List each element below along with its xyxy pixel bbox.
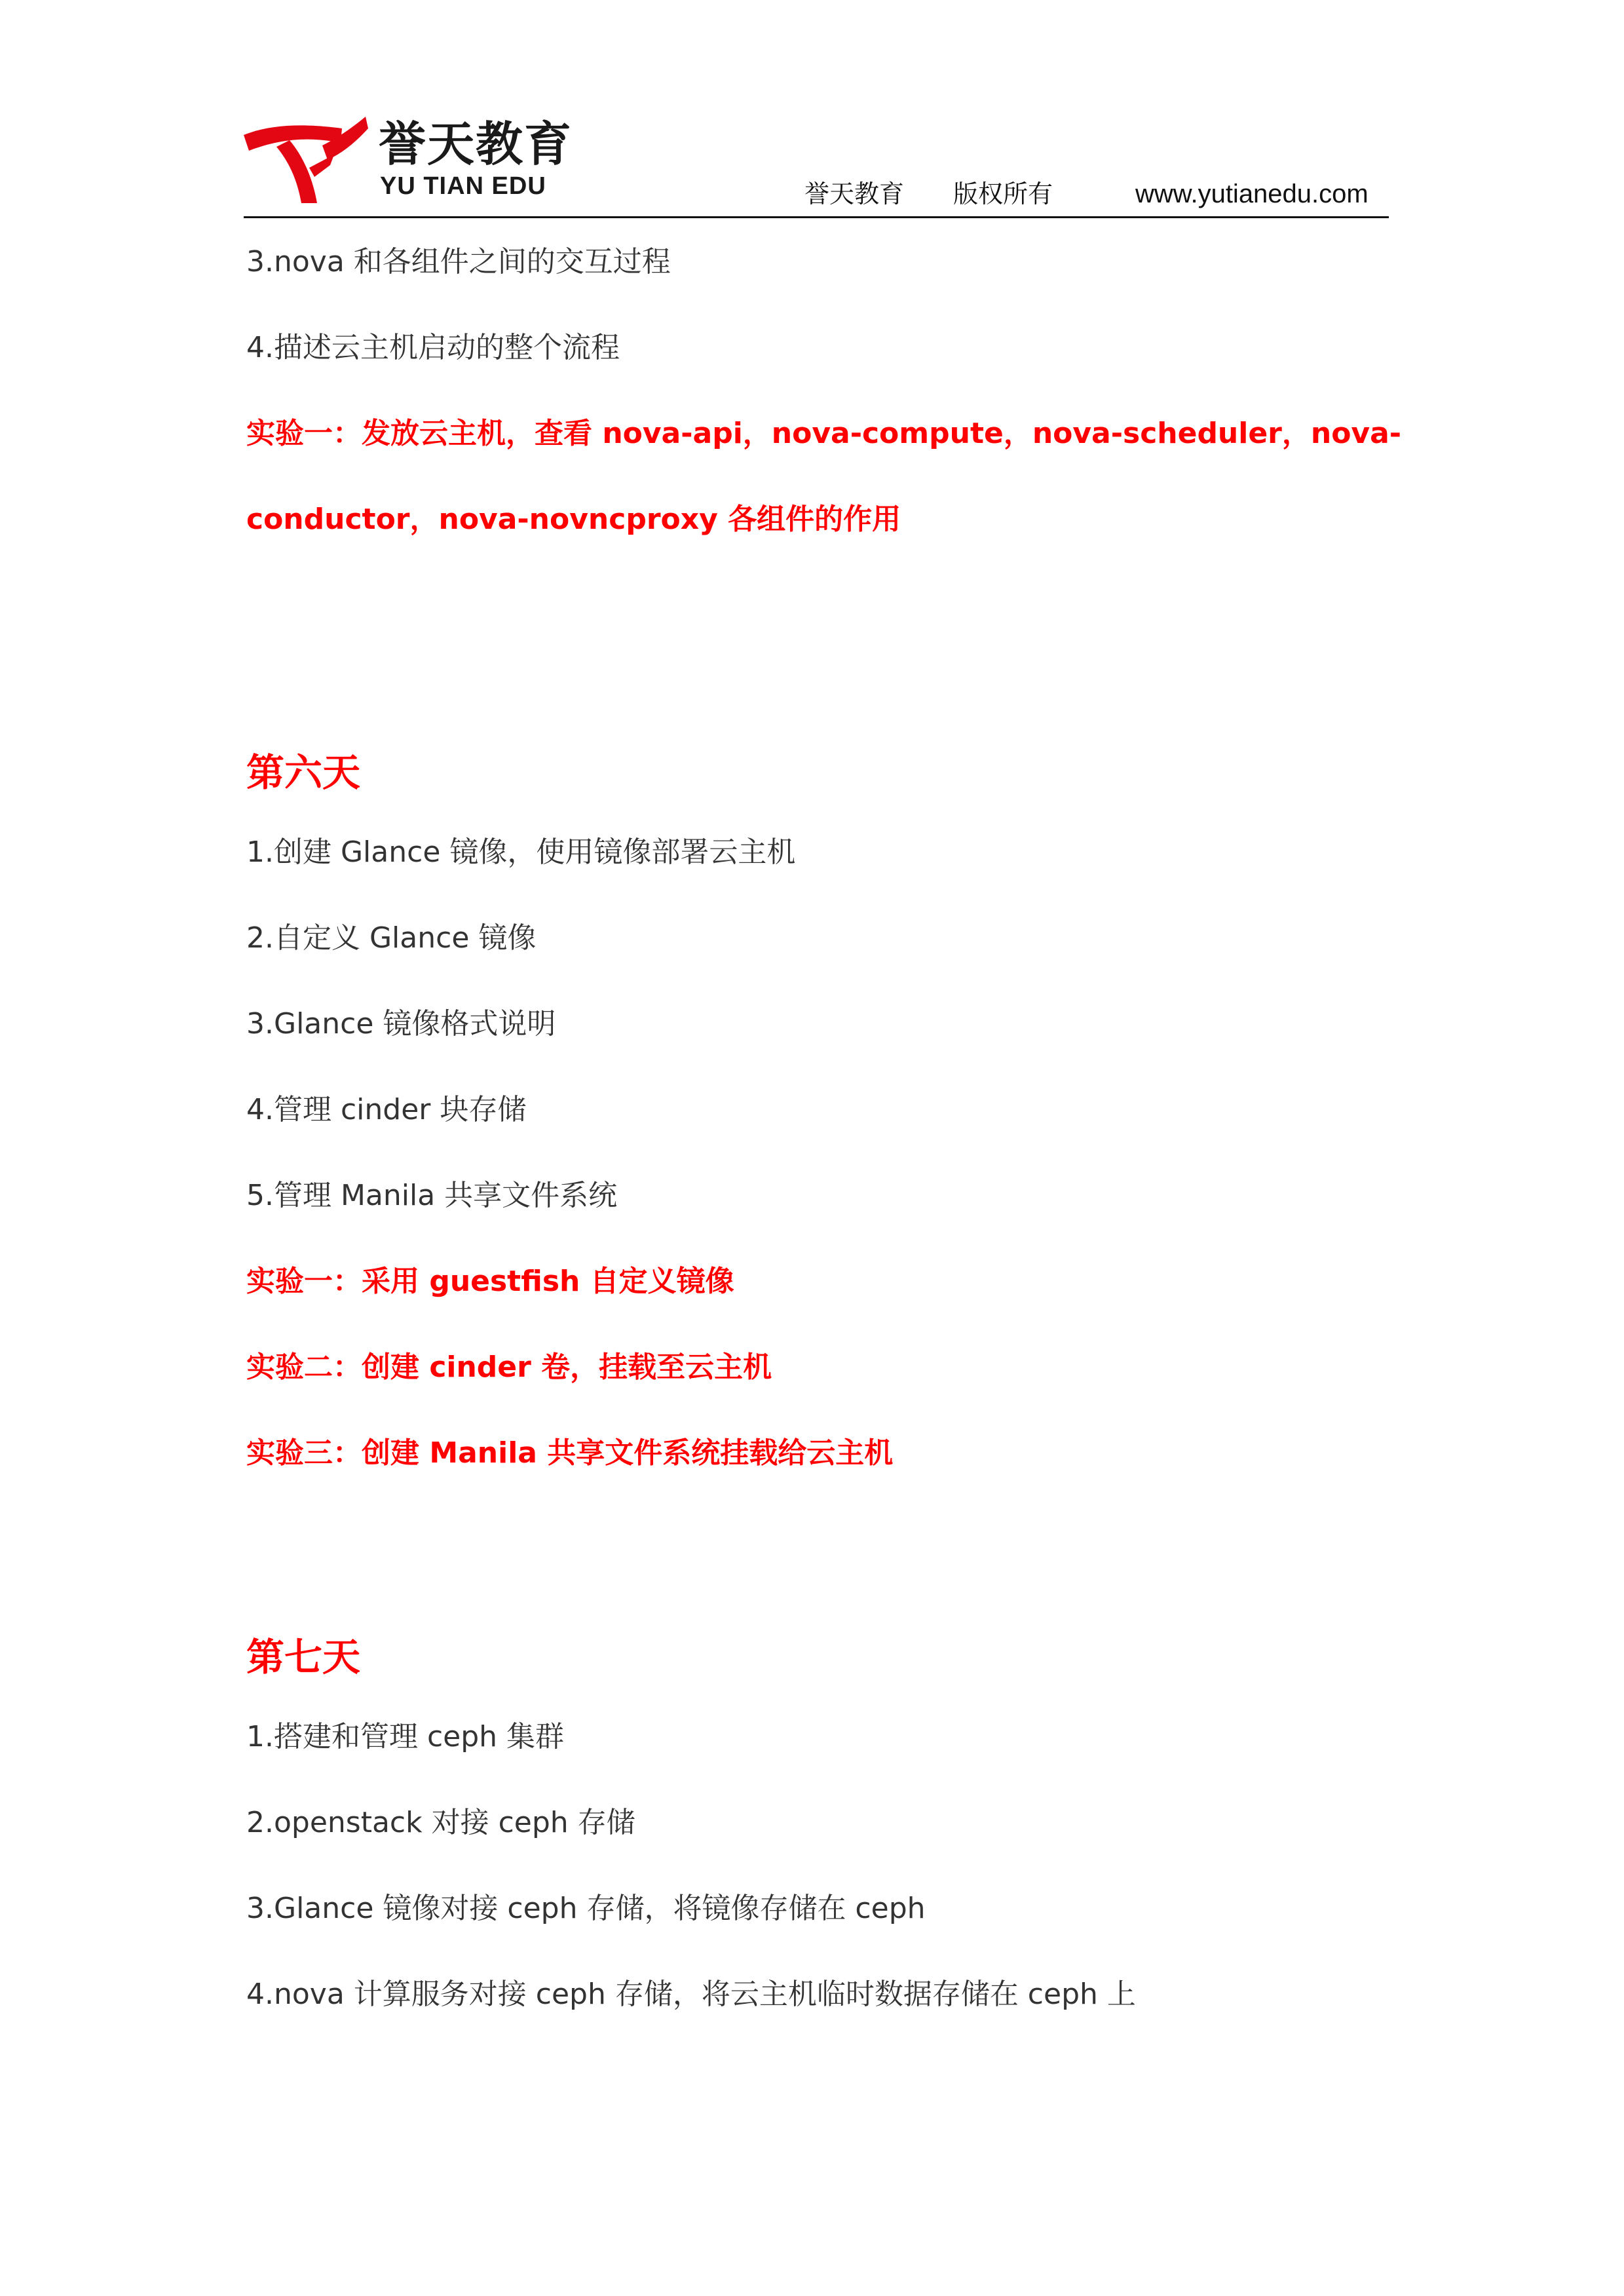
list-item: 4.管理 cinder 块存储 xyxy=(246,1093,527,1126)
list-item: 3.nova 和各组件之间的交互过程 xyxy=(246,245,671,278)
lab-item: 实验二：创建 cinder 卷，挂载至云主机 xyxy=(246,1350,772,1384)
day7-heading: 第七天 xyxy=(246,1635,361,1679)
list-item: 3.Glance 镜像格式说明 xyxy=(246,1007,556,1041)
header-org-name: 誉天教育 xyxy=(804,180,905,208)
list-item: 2.openstack 对接 ceph 存储 xyxy=(246,1806,635,1839)
yutian-logo-icon xyxy=(244,117,368,205)
header-divider xyxy=(244,216,1389,218)
lab-item-continued: conductor，nova-novncproxy 各组件的作用 xyxy=(246,503,901,536)
list-item: 1.创建 Glance 镜像，使用镜像部署云主机 xyxy=(246,835,796,869)
header-website: www.yutianedu.com xyxy=(1135,180,1369,208)
list-item: 3.Glance 镜像对接 ceph 存储，将镜像存储在 ceph xyxy=(246,1892,926,1925)
lab-item: 实验一：采用 guestfish 自定义镜像 xyxy=(246,1265,734,1298)
list-item: 5.管理 Manila 共享文件系统 xyxy=(246,1179,618,1212)
logo-english-name: YU TIAN EDU xyxy=(380,172,546,200)
list-item: 1.搭建和管理 ceph 集群 xyxy=(246,1720,565,1753)
list-item: 2.自定义 Glance 镜像 xyxy=(246,921,537,955)
document-body xyxy=(246,236,1402,2018)
list-item: 4.描述云主机启动的整个流程 xyxy=(246,331,620,364)
header-copyright: 版权所有 xyxy=(953,180,1053,208)
list-item: 4.nova 计算服务对接 ceph 存储，将云主机临时数据存储在 ceph 上 xyxy=(246,1978,1136,2011)
logo-chinese-name: 誉天教育 xyxy=(379,117,573,172)
lab-item: 实验一：发放云主机，查看 nova-api，nova-compute，nova-scheduler，nova- xyxy=(246,417,1402,450)
day6-heading: 第六天 xyxy=(246,750,361,795)
page-header xyxy=(0,0,1624,223)
lab-item: 实验三：创建 Manila 共享文件系统挂载给云主机 xyxy=(246,1436,894,1470)
